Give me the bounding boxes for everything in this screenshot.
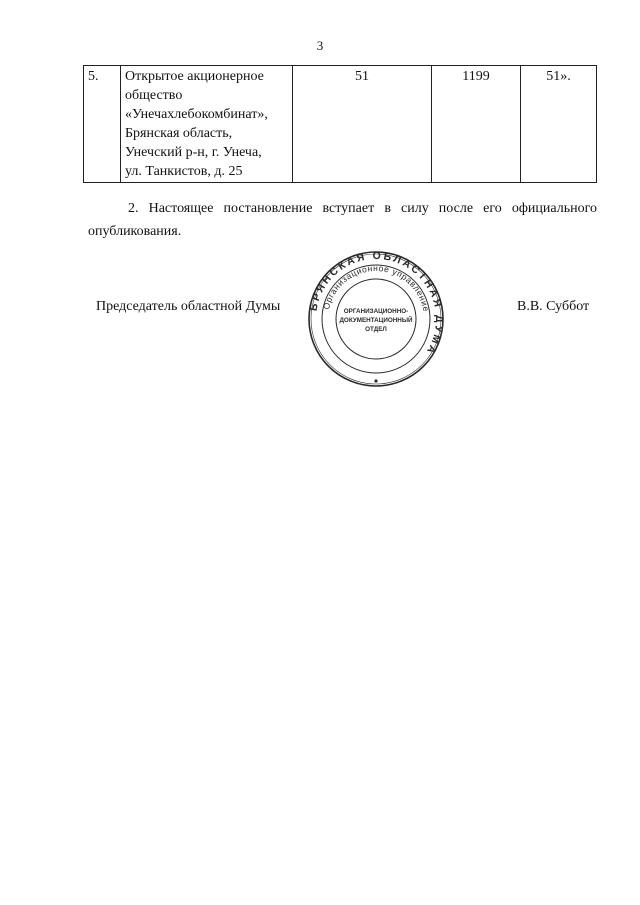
org-line: Открытое акционерное [125, 69, 264, 84]
seal-center-line: ДОКУМЕНТАЦИОННЫЙ [339, 317, 413, 324]
org-line: Брянская область, [125, 126, 233, 141]
org-line: общество [125, 88, 183, 103]
organization-cell [121, 66, 293, 183]
page-number: 3 [316, 38, 324, 53]
row-number-cell: 5. [84, 66, 121, 183]
seal-inner-text: Организационное управление [320, 262, 432, 313]
signatory-name: В.В. Суббот [517, 299, 590, 314]
value-cell-col4: 1199 [432, 66, 521, 183]
official-seal [307, 250, 445, 388]
value-cell-col3: 51 [293, 66, 432, 183]
seal-dot-icon [374, 379, 377, 382]
data-table [83, 65, 597, 183]
seal-outer-text: БРЯНСКАЯ ОБЛАСТНАЯ ДУМА [307, 250, 445, 358]
seal-center-line: ОРГАНИЗАЦИОННО- [343, 308, 409, 315]
resolution-paragraph: 2. Настоящее постановление вступает в силу после его официального опубликования. [88, 201, 597, 239]
org-line: «Унечахлебокомбинат», [125, 107, 268, 122]
signatory-position: Председатель областной Думы [96, 299, 281, 314]
org-line: ул. Танкистов, д. 25 [125, 164, 243, 179]
value-cell-col5: 51». [521, 66, 597, 183]
seal-center-line: ОТДЕЛ [365, 326, 387, 333]
table-row [84, 66, 597, 183]
org-line: Унечский р-н, г. Унеча, [125, 145, 262, 160]
